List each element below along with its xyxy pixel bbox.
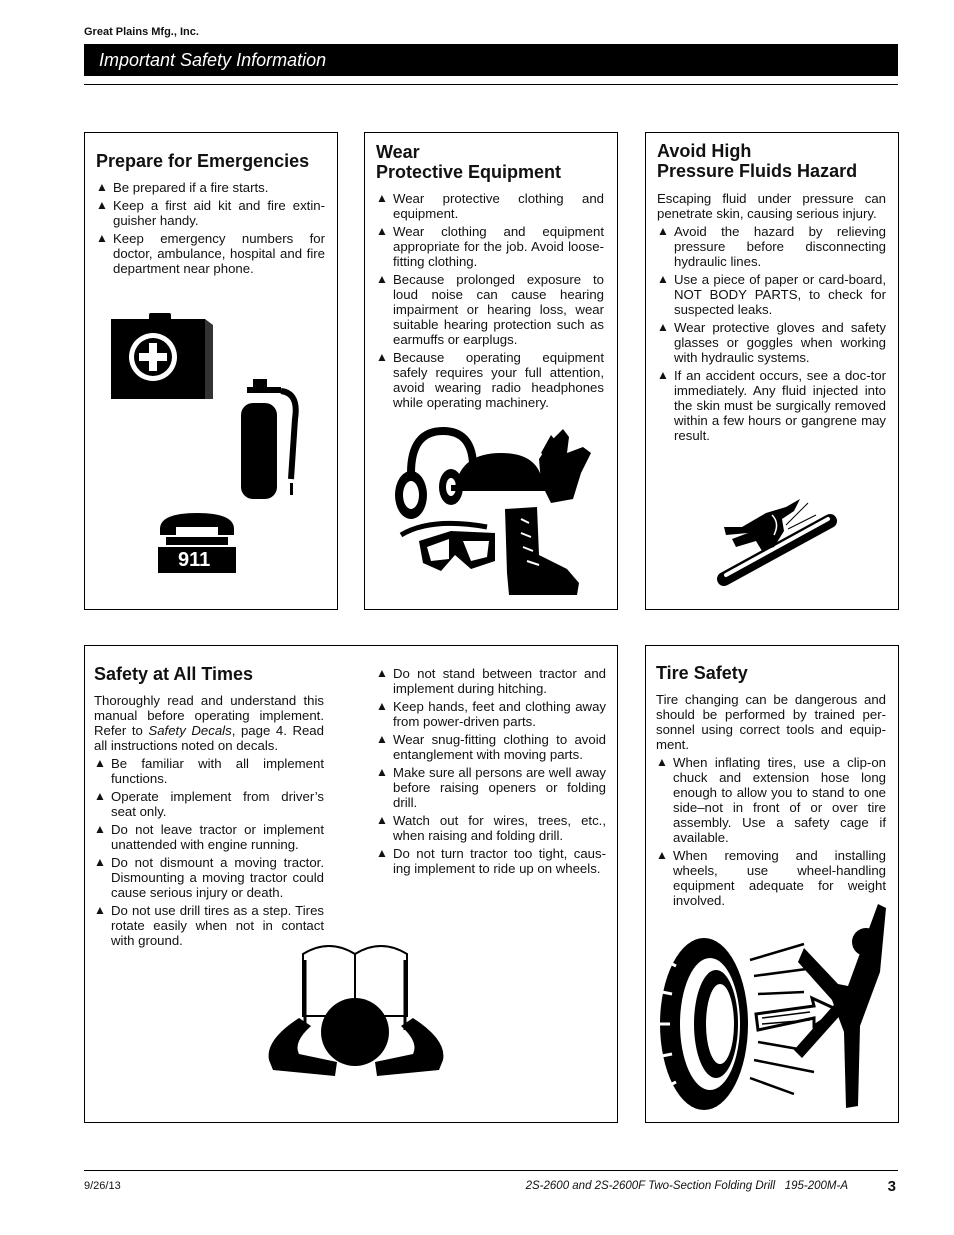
list-item: ▲ Do not stand between tractor and implement during hitching. — [376, 666, 606, 696]
emergencies-title: Prepare for Emergencies — [96, 151, 310, 171]
list-item: ▲ Keep hands, feet and clothing away from power-driven parts. — [376, 699, 606, 729]
triangle-bullet-icon: ▲ — [376, 699, 388, 713]
list-item: ▲ Because operating equipment safely requires your full attention, avoid wearing radio headphones while operating machinery. — [376, 350, 604, 410]
footer-manual-title: 2S-2600 and 2S-2600F Two-Section Folding Drill 195-200M-A — [525, 1180, 848, 1192]
safety-list-left — [94, 756, 324, 948]
triangle-bullet-icon: ▲ — [94, 789, 106, 803]
emergencies-panel — [84, 132, 338, 610]
first-aid-kit-icon — [109, 311, 215, 401]
triangle-bullet-icon: ▲ — [657, 224, 669, 238]
triangle-bullet-icon: ▲ — [376, 666, 388, 680]
list-item: ▲ Do not turn tractor too tight, caus-ing implement to ride up on wheels. — [376, 846, 606, 876]
page-number: 3 — [887, 1178, 896, 1195]
triangle-bullet-icon: ▲ — [94, 822, 106, 836]
triangle-bullet-icon: ▲ — [376, 224, 388, 238]
pressure-intro: Escaping fluid under pressure can penetrate skin, causing serious injury. — [657, 191, 886, 221]
pressure-list — [657, 224, 886, 443]
safety-left-column — [94, 664, 324, 951]
safety-panel — [84, 645, 618, 1123]
triangle-bullet-icon: ▲ — [94, 756, 106, 770]
section-title: Important Safety Information — [99, 50, 327, 70]
footer-date: 9/26/13 — [84, 1180, 121, 1192]
triangle-bullet-icon: ▲ — [96, 231, 108, 245]
triangle-bullet-icon: ▲ — [94, 903, 106, 917]
triangle-bullet-icon: ▲ — [657, 320, 669, 334]
triangle-bullet-icon: ▲ — [376, 813, 388, 827]
triangle-bullet-icon: ▲ — [96, 180, 108, 194]
company-name: Great Plains Mfg., Inc. — [84, 26, 199, 38]
emergencies-list — [96, 180, 325, 276]
protective-list — [376, 191, 604, 410]
safety-list-right — [376, 666, 606, 876]
list-item: ▲ If an accident occurs, see a doc-tor immediately. Any fluid injected into the skin must be surgically removed within a few hours or gangrene may result. — [657, 368, 886, 443]
tire-panel — [645, 645, 899, 1123]
list-item: ▲ Keep a first aid kit and fire extin-guisher handy. — [96, 198, 325, 228]
list-item: ▲ Because prolonged exposure to loud noise can cause hearing impairment or hearing loss, wear suitable hearing protection such as earmuffs or earplugs. — [376, 272, 604, 347]
list-item: ▲ Operate implement from driver’s seat only. — [94, 789, 324, 819]
protective-panel — [364, 132, 618, 610]
triangle-bullet-icon: ▲ — [376, 272, 388, 286]
fluid-injection-hazard-icon — [712, 485, 842, 589]
tire-title: Tire Safety — [656, 663, 748, 683]
list-item: ▲ Avoid the hazard by relieving pressure before disconnecting hydraulic lines. — [657, 224, 886, 269]
triangle-bullet-icon: ▲ — [657, 272, 669, 286]
triangle-bullet-icon: ▲ — [376, 732, 388, 746]
protective-title: Wear Protective Equipment — [376, 142, 562, 182]
triangle-bullet-icon: ▲ — [376, 191, 388, 205]
fire-extinguisher-icon — [233, 379, 303, 503]
footer-divider — [84, 1170, 898, 1171]
triangle-bullet-icon: ▲ — [656, 848, 668, 862]
list-item: ▲ When removing and installing wheels, use wheel-handling equipment adequate for weight involved. — [656, 848, 886, 908]
safety-right-column — [376, 666, 606, 879]
list-item: ▲ When inflating tires, use a clip-on chuck and extension hose long enough to allow you to stand to one side–not in front of or over tire assembly. Use a safety cage if available. — [656, 755, 886, 845]
pressure-title: Avoid High Pressure Fluids Hazard — [657, 141, 858, 181]
list-item: ▲ Wear protective clothing and equipment. — [376, 191, 604, 221]
emergency-number: 911 — [178, 549, 211, 571]
list-item: ▲ Use a piece of paper or card-board, NOT BODY PARTS, to check for suspected leaks. — [657, 272, 886, 317]
safety-title: Safety at All Times — [94, 664, 254, 684]
tire-intro: Tire changing can be dangerous and should be performed by trained per-sonnel using correct tools and equip-ment. — [656, 692, 886, 752]
list-item: ▲ Watch out for wires, trees, etc., when raising and folding drill. — [376, 813, 606, 843]
tire-explosion-hazard-icon — [654, 902, 890, 1112]
header-divider — [84, 84, 898, 85]
list-item: ▲ Keep emergency numbers for doctor, ambulance, hospital and fire department near phone. — [96, 231, 325, 276]
triangle-bullet-icon: ▲ — [96, 198, 108, 212]
pressure-panel — [645, 132, 899, 610]
list-item: ▲ Wear protective gloves and safety glasses or goggles when working with hydraulic systems. — [657, 320, 886, 365]
reading-manual-icon — [259, 940, 453, 1076]
triangle-bullet-icon: ▲ — [376, 350, 388, 364]
triangle-bullet-icon: ▲ — [657, 368, 669, 382]
list-item: ▲ Do not leave tractor or implement unattended with engine running. — [94, 822, 324, 852]
list-item: ▲ Wear snug-fitting clothing to avoid entanglement with moving parts. — [376, 732, 606, 762]
triangle-bullet-icon: ▲ — [376, 765, 388, 779]
triangle-bullet-icon: ▲ — [656, 755, 668, 769]
tire-list — [656, 755, 886, 908]
triangle-bullet-icon: ▲ — [376, 846, 388, 860]
list-item: ▲ Be prepared if a fire starts. — [96, 180, 269, 195]
triangle-bullet-icon: ▲ — [94, 855, 106, 869]
protective-equipment-icon — [391, 423, 607, 603]
list-item: ▲ Wear clothing and equipment appropriate for the job. Avoid loose-fitting clothing. — [376, 224, 604, 269]
list-item: ▲ Do not use drill tires as a step. Tires rotate easily when not in contact with ground. — [94, 903, 324, 948]
safety-intro: Thoroughly read and understand this manual before operating implement. Refer to Safety Decals, page 4. Read all instructions noted on decals. — [94, 693, 324, 753]
list-item: ▲ Be familiar with all implement functions. — [94, 756, 324, 786]
list-item: ▲ Do not dismount a moving tractor. Dismounting a moving tractor could cause serious injury or death. — [94, 855, 324, 900]
section-title-bar — [84, 44, 898, 76]
list-item: ▲ Make sure all persons are well away before raising openers or folding drill. — [376, 765, 606, 810]
